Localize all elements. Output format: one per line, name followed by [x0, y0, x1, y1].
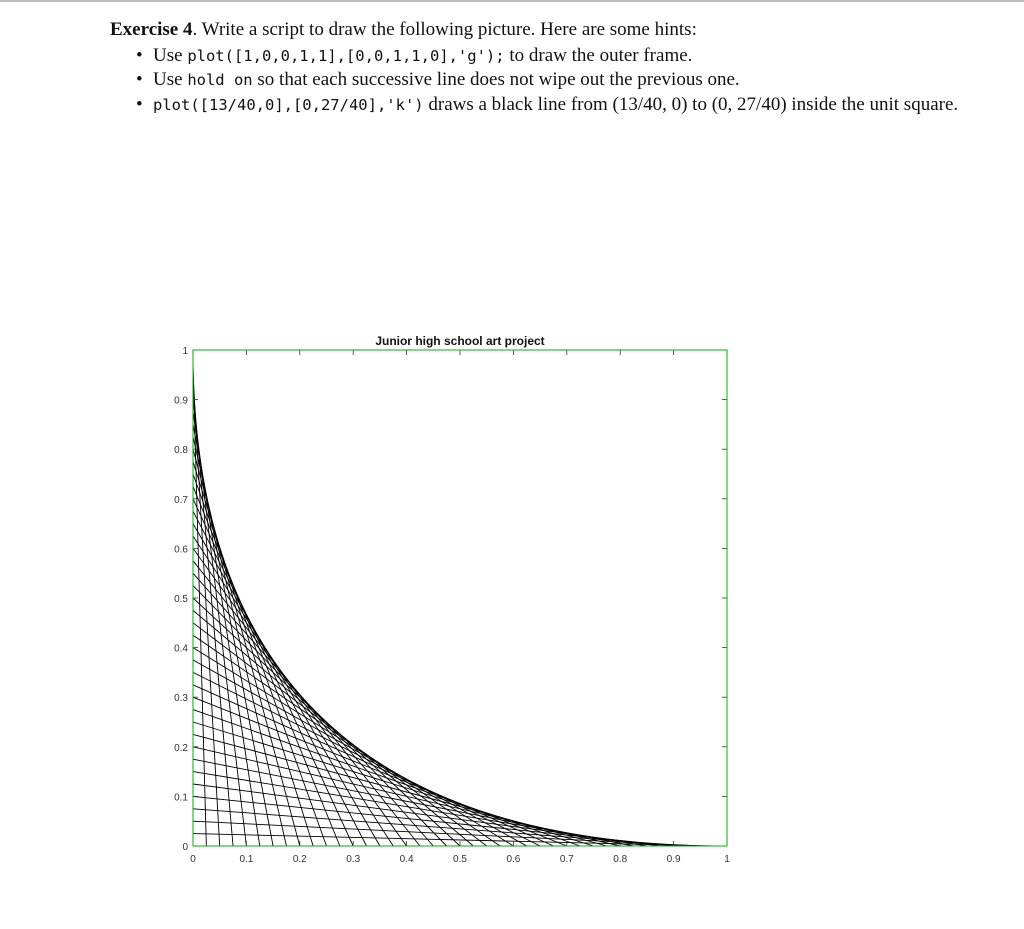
exercise-heading: Exercise 4 [110, 19, 193, 40]
x-tick-label: 0.9 [666, 854, 681, 865]
hint-item [110, 68, 970, 93]
hint-pre: Use [153, 44, 188, 66]
art-plot [150, 325, 750, 885]
art-line [193, 784, 660, 846]
y-tick-label: 0.6 [174, 544, 188, 556]
y-tick-label: 0.5 [174, 594, 188, 605]
x-tick-label: 0.6 [506, 854, 521, 865]
hint-item [110, 44, 970, 69]
y-tick-label: 0 [182, 842, 188, 853]
y-tick-label: 0.7 [174, 494, 188, 506]
y-tick-label: 0.1 [174, 792, 188, 804]
x-tick-label: 0.8 [613, 854, 628, 865]
exercise-text [110, 18, 970, 117]
x-tick-label: 0.4 [399, 854, 414, 865]
y-tick-label: 0.9 [174, 395, 188, 407]
bullet-icon: • [136, 44, 143, 66]
bullet-icon: • [136, 93, 143, 115]
chart-title: Junior high school art project [375, 334, 545, 348]
hint-code: hold on [187, 71, 253, 89]
y-tick-label: 1 [182, 346, 188, 357]
x-tick-label: 0 [190, 854, 196, 865]
art-line [193, 809, 687, 846]
exercise-intro [110, 18, 970, 42]
hint-post: draws a black line from (13/40, 0) to (0, 27/40) inside the unit square. [423, 93, 959, 115]
x-tick-label: 0.5 [453, 854, 467, 865]
exercise-intro-text: . Write a script to draw the following picture. Here are some hints: [192, 19, 697, 40]
hint-item [110, 93, 970, 118]
line-group [193, 362, 714, 846]
x-tick-label: 1 [724, 854, 730, 865]
bullet-icon: • [136, 69, 143, 90]
art-line [193, 834, 714, 846]
art-line [193, 796, 674, 846]
x-tick-label: 0.3 [346, 854, 361, 865]
x-tick-label: 0.2 [292, 854, 307, 865]
hint-code: plot([1,0,0,1,1],[0,0,1,1,0],'g'); [187, 46, 505, 65]
hint-pre: Use [153, 69, 188, 90]
y-tick-label: 0.4 [174, 643, 188, 655]
outer-frame [193, 350, 727, 846]
x-tick-label: 0.7 [559, 854, 574, 865]
y-tick-label: 0.2 [174, 742, 188, 754]
tick-group [174, 346, 730, 865]
hint-code: plot([13/40,0],[0,27/40],'k') [153, 95, 424, 114]
x-tick-label: 0.1 [239, 854, 254, 865]
hint-list [110, 44, 970, 118]
y-tick-label: 0.3 [174, 693, 188, 705]
hint-post: so that each successive line does not wipe out the previous one. [252, 69, 740, 90]
top-rule [0, 0, 1024, 2]
art-line [193, 821, 700, 846]
y-tick-label: 0.8 [174, 445, 188, 457]
hint-post: to draw the outer frame. [504, 44, 693, 66]
